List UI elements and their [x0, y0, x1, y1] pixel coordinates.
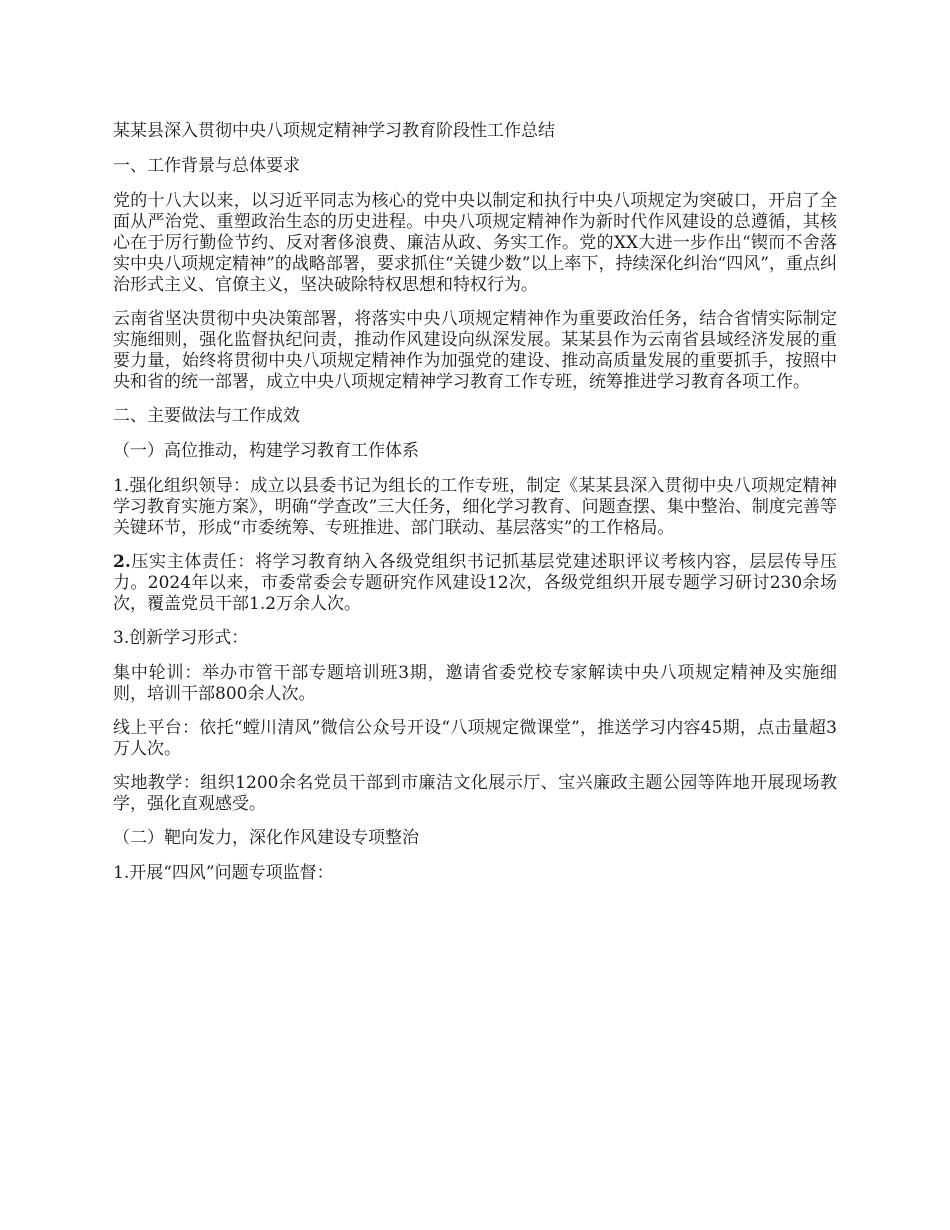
list-item-2 [113, 552, 837, 615]
subsection-heading-2: （二）靶向发力，深化作风建设专项整治 [113, 828, 419, 848]
section-heading-1: 一、工作背景与总体要求 [113, 156, 300, 176]
list-item-3-a: 集中轮训：举办市管干部专题培训班3期，邀请省委党校专家解读中央八项规定精神及实施细则，培训干部800余人次。 [113, 663, 837, 704]
list-item-3-b: 线上平台：依托“螳川清风”微信公众号开设“八项规定微课堂”，推送学习内容45期，点击量超3万人次。 [113, 718, 837, 759]
subsection2-list-item-1: 1.开展“四风”问题专项监督： [113, 863, 334, 883]
list-item-2-number: 2. [113, 552, 131, 572]
subsection-heading-1: （一）高位推动，构建学习教育工作体系 [113, 441, 419, 461]
document-title: 某某县深入贯彻中央八项规定精神学习教育阶段性工作总结 [113, 121, 555, 141]
list-item-3-c: 实地教学：组织1200余名党员干部到市廉洁文化展示厅、宝兴廉政主题公园等阵地开展现场教学，强化直观感受。 [113, 773, 837, 814]
list-item-1: 1.强化组织领导：成立以县委书记为组长的工作专班，制定《某某县深入贯彻中央八项规定精神学习教育实施方案》，明确“学查改”三大任务，细化学习教育、问题查摆、集中整治、制度完善等关键环节，形成“市委统筹、专班推进、部门联动、基层落实”的工作格局。 [113, 476, 837, 538]
section1-paragraph-2: 云南省坚决贯彻中央决策部署，将落实中央八项规定精神作为重要政治任务，结合省情实际制定实施细则，强化监督执纪问责，推动作风建设向纵深发展。某某县作为云南省县域经济发展的重要力量，始终将贯彻中央八项规定精神作为加强党的建设、推动高质量发展的重要抓手，按照中央和省的统一部署，成立中央八项规定精神学习教育工作专班，统筹推进学习教育各项工作。 [113, 309, 837, 392]
list-item-2-text: 压实主体责任：将学习教育纳入各级党组织书记抓基层党建述职评议考核内容，层层传导压力。2024年以来，市委常委会专题研究作风建设12次，各级党组织开展专题学习研讨230余场次，覆盖党员干部1.2万余人次。 [113, 552, 837, 614]
section1-paragraph-1: 党的十八大以来，以习近平同志为核心的党中央以制定和执行中央八项规定为突破口，开启了全面从严治党、重塑政治生态的历史进程。中央八项规定精神作为新时代作风建设的总遵循，其核心在于厉行勤俭节约、反对奢侈浪费、廉洁从政、务实工作。党的XX大进一步作出“锲而不舍落实中央八项规定精神”的战略部署，要求抓住“关键少数”以上率下，持续深化纠治“四风”，重点纠治形式主义、官僚主义，坚决破除特权思想和特权行为。 [113, 191, 837, 295]
list-item-3: 3.创新学习形式： [113, 628, 249, 648]
section-heading-2: 二、主要做法与工作成效 [113, 406, 300, 426]
